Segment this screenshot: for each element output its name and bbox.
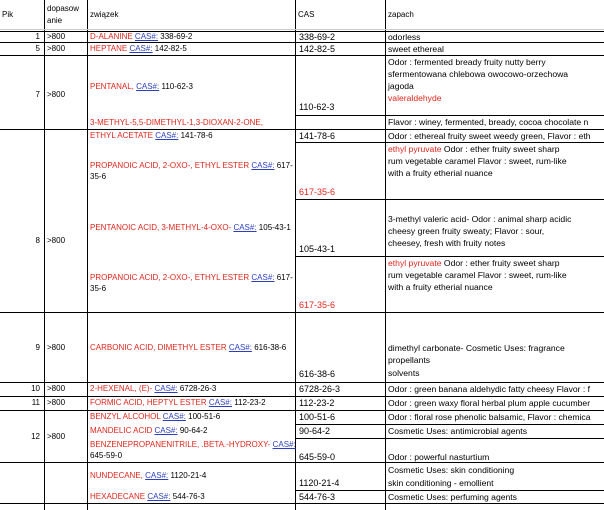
dopasowanie-cell: >800 — [47, 44, 66, 53]
cas-number: 338-69-2 — [160, 32, 193, 41]
odor-cell: valeraldehyde — [388, 93, 442, 103]
pik-cell: 8 — [35, 236, 40, 245]
cas-link[interactable]: CAS#: — [228, 343, 252, 352]
compound-cell — [90, 272, 293, 283]
odor-cell: jagoda — [388, 81, 414, 91]
odor-cell: cheesy green fruity sweaty; Flavor : sour, — [388, 226, 545, 236]
pik-cell: 12 — [31, 432, 40, 441]
cas-link[interactable]: CAS#: — [155, 131, 179, 140]
compound-name: FORMIC ACID, HEPTYL ESTER — [90, 398, 207, 407]
odor-cell: 3-methyl valeric acid- Odor : animal sharp acidic — [388, 214, 572, 224]
odor-cell: Odor : ethereal fruity sweet weedy green, Flavor : eth — [388, 131, 591, 141]
cas-cell: 617-35-6 — [299, 300, 336, 310]
compound-cell — [90, 425, 207, 436]
compound-cell — [90, 411, 220, 422]
odor-cell: cheesey, fresh with fruity notes — [388, 238, 506, 248]
odor-cell: Flavor : winey, fermented, bready, cocoa chocolate n — [388, 117, 589, 127]
cas-number: 35-6 — [90, 172, 107, 181]
header-cas: CAS — [298, 10, 315, 19]
compound-cell — [90, 491, 205, 502]
odor-cell: odorless — [388, 32, 421, 42]
cas-cell: 1120-21-4 — [299, 478, 340, 488]
odor-cell: rum vegetable caramel Flavor : sweet, rum-like — [388, 270, 567, 280]
odor-cell: Cosmetic Uses: perfuming agents — [388, 492, 517, 502]
odor-cell: Odor : green banana aldehydic fatty cheesy Flavor : f — [388, 384, 591, 394]
compound-cell — [90, 43, 187, 54]
compound-name: PENTANAL, — [90, 82, 134, 91]
odor-cell — [388, 257, 560, 269]
cas-number: 1120-21-4 — [170, 471, 207, 480]
compound-cell — [90, 397, 266, 408]
compound-cell — [90, 439, 296, 450]
compound-name: PENTANOIC ACID, 3-METHYL-4-OXO- — [90, 223, 232, 232]
odor-cell: Odor : green waxy floral herbal plum apple cucumber — [388, 398, 591, 408]
odor-cell: propellants — [388, 355, 431, 365]
dopasowanie-cell: >800 — [47, 32, 66, 41]
cas-link[interactable]: CAS#: — [129, 44, 153, 53]
odor-cell: Odor : fermented bready fruity nutty berry — [388, 57, 546, 67]
cas-number: 142-82-5 — [154, 44, 187, 53]
row-line — [0, 312, 604, 313]
cas-number: 645-59-0 — [90, 451, 123, 460]
odor-cell: skin conditioning - emollient — [388, 478, 494, 488]
cas-number: 110-62-3 — [161, 82, 193, 91]
compound-cell — [90, 470, 206, 481]
col-divider-2 — [87, 0, 88, 510]
odor-cell: dimethyl carbonate- Cosmetic Uses: fragrance — [388, 343, 565, 353]
header-dopasowanie-1: dopasow — [47, 4, 80, 13]
odor-cell: sweet ethereal — [388, 44, 444, 54]
cas-number: 35-6 — [90, 284, 107, 293]
pik-cell: 1 — [35, 32, 40, 41]
col-divider-4 — [385, 0, 386, 510]
cas-cell: 112-23-2 — [299, 398, 335, 408]
cas-link[interactable]: CAS#: — [136, 82, 160, 91]
compound-cell — [90, 160, 293, 171]
header-zwiazek: związek — [90, 10, 119, 19]
cas-link[interactable]: CAS#: — [272, 440, 296, 449]
compound-name: NUNDECANE, — [90, 471, 143, 480]
compound-cell — [90, 342, 286, 353]
compound-name: PROPANOIC ACID, 2-OXO-, ETHYL ESTER — [90, 273, 250, 282]
compound-name: ETHYL ACETATE — [90, 131, 153, 140]
compound-name: BENZENEPROPANENITRILE, .BETA.-HYDROXY- — [90, 440, 271, 449]
dopasowanie-cell: >800 — [47, 236, 66, 245]
odor-cell: Cosmetic Uses: antimicrobial agents — [388, 426, 527, 436]
compound-name: CARBONIC ACID, DIMETHYL ESTER — [90, 343, 227, 352]
compound-cell — [90, 31, 192, 42]
odor-text: Odor : ether fruity sweet sharp — [443, 258, 560, 268]
cas-cell: 645-59-0 — [299, 452, 336, 462]
cas-link[interactable]: CAS#: — [251, 273, 275, 282]
cas-number: 112-23-2 — [234, 398, 266, 407]
odor-cell: Cosmetic Uses: skin conditioning — [388, 465, 515, 475]
cas-cell: 617-35-6 — [299, 187, 336, 197]
compound-name: HEXADECANE — [90, 492, 146, 501]
cas-number: 90-64-2 — [179, 426, 208, 435]
cas-number: 616-38-6 — [254, 343, 287, 352]
cas-link[interactable]: CAS#: — [233, 223, 257, 232]
row-line — [295, 199, 604, 200]
col-divider-1 — [44, 0, 45, 510]
cas-cell: 105-43-1 — [299, 244, 336, 254]
cas-cell: 6728-26-3 — [299, 384, 341, 394]
pik-cell: 11 — [31, 398, 40, 407]
cas-number: 105-43-1 — [258, 223, 291, 232]
pik-cell: 9 — [35, 343, 40, 352]
cas-cell: 544-76-3 — [299, 492, 336, 502]
odor-compound-name: ethyl pyruvate — [388, 258, 442, 268]
cas-cell: 141-78-6 — [299, 131, 336, 141]
compound-cell — [90, 222, 291, 233]
cas-number: 544-76-3 — [172, 492, 205, 501]
cas-cell: 338-69-2 — [299, 32, 336, 42]
compound-name: 3-METHYL-5,5-DIMETHYL-1,3-DIOXAN-2-ONE, — [90, 118, 263, 127]
odor-cell: solvents — [388, 368, 420, 378]
cas-number: 617- — [276, 273, 293, 282]
cas-cell: 100-51-6 — [299, 412, 336, 422]
odor-cell: sfermentowana chlebowa owocowo-orzechowa — [388, 69, 569, 79]
header-zapach: zapach — [388, 10, 414, 19]
cas-link[interactable]: CAS#: — [154, 384, 178, 393]
header-dopasowanie-2: anie — [47, 16, 63, 25]
pik-cell: 7 — [35, 90, 40, 99]
cas-number: 617- — [276, 161, 293, 170]
dopasowanie-cell: >800 — [47, 398, 66, 407]
odor-cell: with a fruity etherial nuance — [388, 282, 493, 292]
odor-cell: Odor : floral rose phenolic balsamic, Flavor : chemica — [388, 412, 591, 422]
odor-text: Odor : ether fruity sweet sharp — [443, 144, 560, 154]
cas-cell: 142-82-5 — [299, 44, 336, 54]
col-divider-3 — [295, 0, 296, 510]
cas-link[interactable]: CAS#: — [251, 161, 275, 170]
cas-link[interactable]: CAS#: — [147, 492, 171, 501]
row-line — [295, 438, 604, 439]
compound-name: MANDELIC ACID — [90, 426, 153, 435]
odor-cell: rum vegetable caramel Flavor : sweet, rum-like — [388, 156, 567, 166]
compound-cell — [90, 81, 193, 92]
compound-cell — [90, 130, 213, 141]
cas-number: 141-78-6 — [180, 131, 213, 140]
pik-cell: 10 — [31, 384, 40, 393]
odor-cell: Odor : powerful nasturtium — [388, 452, 490, 462]
dopasowanie-cell: >800 — [47, 90, 66, 99]
cas-link[interactable]: CAS#: — [134, 32, 159, 41]
dopasowanie-cell: >800 — [47, 343, 66, 352]
cas-link[interactable]: CAS#: — [145, 471, 169, 480]
dopasowanie-cell: >800 — [47, 384, 66, 393]
cas-number: 100-51-6 — [188, 412, 221, 421]
cas-cell: 110-62-3 — [299, 102, 335, 112]
compound-cell — [90, 383, 216, 394]
row-line — [0, 503, 604, 504]
cas-cell: 616-38-6 — [299, 369, 336, 379]
compound-name: HEPTANE — [90, 44, 128, 53]
cas-number: 6728-26-3 — [179, 384, 217, 393]
odor-compound-name: ethyl pyruvate — [388, 144, 442, 154]
compound-name: D-ALANINE — [90, 32, 133, 41]
row-line — [0, 29, 604, 30]
cas-cell: 90-64-2 — [299, 426, 331, 436]
pik-cell: 5 — [35, 44, 40, 53]
compound-name: 2-HEXENAL, (E)- — [90, 384, 153, 393]
compound-name: PROPANOIC ACID, 2-OXO-, ETHYL ESTER — [90, 161, 250, 170]
cas-link[interactable]: CAS#: — [162, 412, 186, 421]
odor-cell — [388, 143, 560, 155]
cas-link[interactable]: CAS#: — [154, 426, 178, 435]
header-pik: Pik — [2, 10, 14, 19]
odor-cell: with a fruity etherial nuance — [388, 168, 493, 178]
dopasowanie-cell: >800 — [47, 432, 66, 441]
compound-name: BENZYL ALCOHOL — [90, 412, 161, 421]
cas-link[interactable]: CAS#: — [208, 398, 232, 407]
